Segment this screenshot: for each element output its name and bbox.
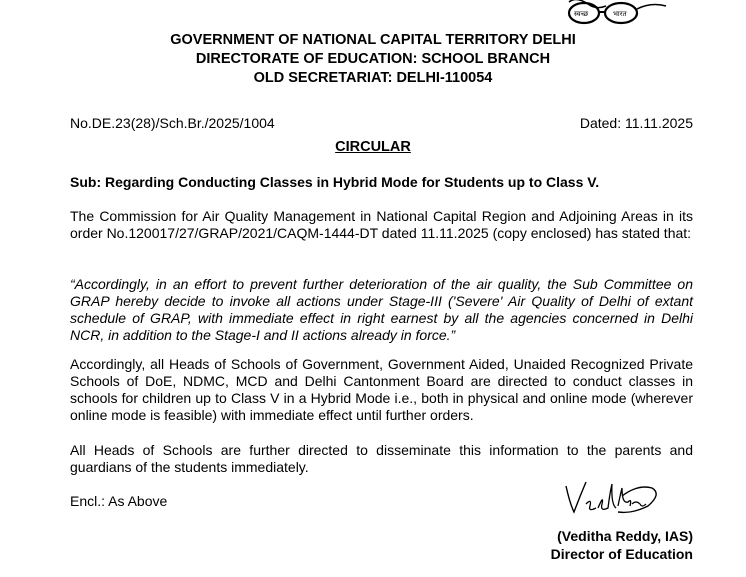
header-line-address: OLD SECRETARIAT: DELHI-110054 <box>253 70 493 86</box>
paragraph-dissemination: All Heads of Schools are further directed to disseminate this information to the parents and guardians of the students immediately. <box>70 442 693 475</box>
header-line-government: GOVERNMENT OF NATIONAL CAPITAL TERRITORY DELHI <box>170 32 576 48</box>
subject-line: Sub: Regarding Conducting Classes in Hybrid Mode for Students up to Class V. <box>70 174 600 190</box>
enclosure-note: Encl.: As Above <box>70 493 168 509</box>
reference-number: No.DE.23(28)/Sch.Br./2025/1004 <box>70 115 275 131</box>
swachh-bharat-logo <box>566 0 670 28</box>
circular-title: CIRCULAR <box>335 139 411 155</box>
signature-image <box>562 474 662 522</box>
logo-text-left: स्वच्छ <box>574 10 589 18</box>
header-line-directorate: DIRECTORATE OF EDUCATION: SCHOOL BRANCH <box>195 51 551 67</box>
quoted-order: “Accordingly, in an effort to prevent further deterioration of the air quality, the Sub Committee on GRAP hereby decide to invoke all actions under Stage-III ('Severe' Air Quality of Delhi of extant schedule of GRAP, with immediate effect in right earnest by all the agencies concerned in Delhi NCR, in addition to the Stage-I and II actions already in force.” <box>70 276 693 343</box>
paragraph-directive: Accordingly, all Heads of Schools of Government, Government Aided, Unaided Recognized Private Schools of DoE, NDMC, MCD and Delhi Cantonment Board are directed to conduct classes in schools for children up to Class V in a Hybrid Mode i.e., both in physical and online mode (wherever online mode is feasible) with immediate effect until further orders. <box>70 356 693 423</box>
paragraph-intro: The Commission for Air Quality Management in National Capital Region and Adjoining Areas in its order No.120017/27/GRAP/2021/CAQM-1444-DT dated 11.11.2025 (copy enclosed) has stated that: <box>70 208 693 241</box>
reference-date: Dated: 11.11.2025 <box>579 115 693 131</box>
logo-text-right: भारत <box>613 10 627 18</box>
signatory-name: (Veditha Reddy, IAS) <box>557 528 693 544</box>
signatory-designation: Director of Education <box>550 546 693 562</box>
